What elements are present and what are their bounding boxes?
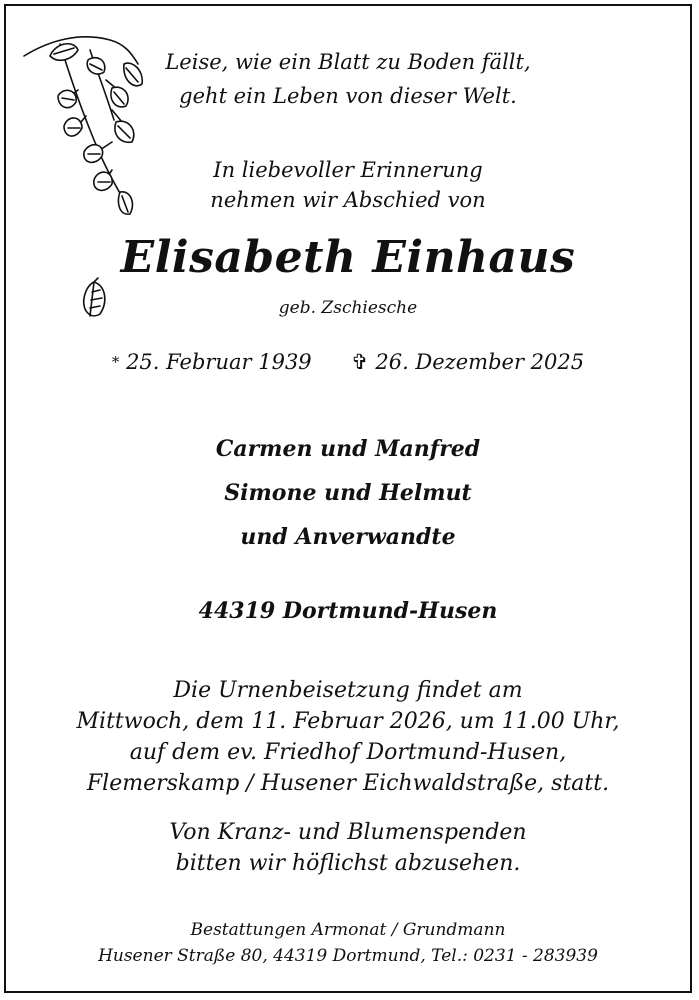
intro-line-1: In liebevoller Erinnerung <box>213 158 483 182</box>
ceremony-line-2: Mittwoch, dem 11. Februar 2026, um 11.00 Uhr, <box>76 709 620 734</box>
verse-line-2: geht ein Leben von dieser Welt. <box>179 84 517 108</box>
request-line-2: bitten wir höflichst abzusehen. <box>175 851 521 876</box>
mourner-3: und Anverwandte <box>240 524 456 550</box>
obituary-notice <box>4 4 692 993</box>
birth-date: 25. Februar 1939 <box>126 350 312 374</box>
ceremony-line-1: Die Urnenbeisetzung findet am <box>173 678 523 703</box>
location: 44319 Dortmund-Husen <box>198 598 498 624</box>
mourner-1: Carmen und Manfred <box>215 436 481 462</box>
mourner-2: Simone und Helmut <box>224 480 472 506</box>
birth-symbol: * <box>111 353 120 371</box>
death-date: 26. Dezember 2025 <box>375 350 585 374</box>
intro-line-2: nehmen wir Abschied von <box>210 188 486 212</box>
verse-line-1: Leise, wie ein Blatt zu Boden fällt, <box>165 50 531 74</box>
request-line-1: Von Kranz- und Blumenspenden <box>169 820 527 845</box>
life-dates <box>6 350 690 374</box>
maiden-name: geb. Zschiesche <box>278 298 418 318</box>
funeral-home-name: Bestattungen Armonat / Grundmann <box>190 920 506 940</box>
deceased-name: Elisabeth Einhaus <box>120 232 576 283</box>
death-symbol: ✞ <box>351 350 369 374</box>
ceremony-line-3: auf dem ev. Friedhof Dortmund-Husen, <box>129 740 567 765</box>
ceremony-line-4: Flemerskamp / Husener Eichwaldstraße, statt. <box>86 771 610 796</box>
funeral-home-address: Husener Straße 80, 44319 Dortmund, Tel.: 0231 - 283939 <box>98 946 598 966</box>
